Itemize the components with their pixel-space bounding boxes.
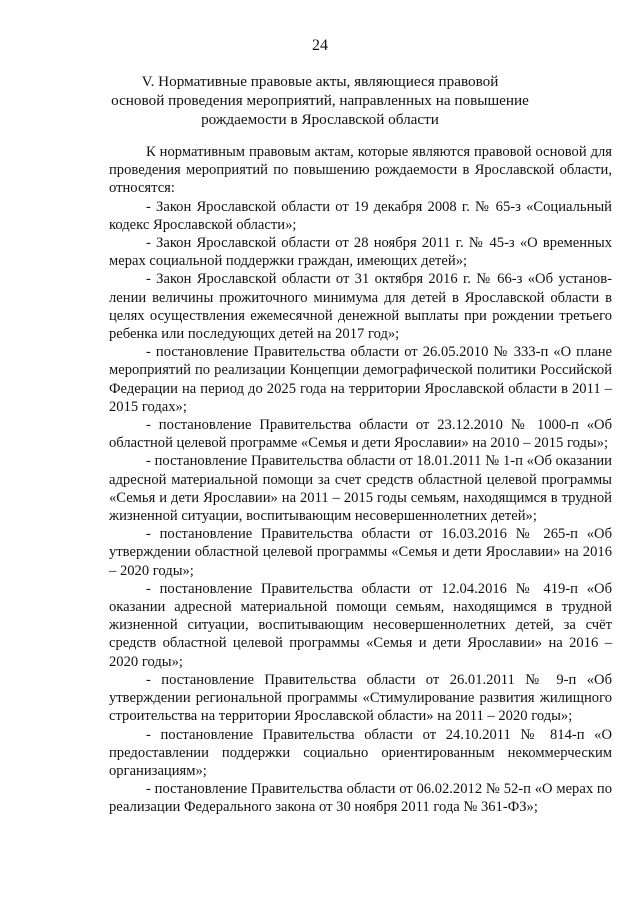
list-item: - постановление Правительства области от 18.01.2011 № 1-п «Об оказании адресной материальной помощи за счет средств областной целевой программы «Семья и дети Ярославии» на 2011 – 2015 годы семьям, находящимся в трудной жизненной ситуации, воспитывающим несовершеннолетних детей»;: [109, 453, 612, 525]
list-item: - Закон Ярославской области от 31 октября 2016 г. № 66-з «Об установлении величины прожиточного минимума для детей в Ярославской области в целях осуществления ежемесячной денежной выплаты при рождении третьего ребенка или последующих детей на 2017 год»;: [109, 271, 612, 343]
list-item: - постановление Правительства области от 26.01.2011 № 9-п «Об утверждении региональной программы «Стимулирование развития жилищного строительства на территории Ярославской области» на 2011 – 2020 годы»;: [109, 671, 612, 725]
section-heading-line: основой проведения мероприятий, направленных на повышение: [111, 92, 529, 109]
list-item: - постановление Правительства области от 23.12.2010 № 1000-п «Об областной целевой программе «Семья и дети Ярославии» на 2010 – 2015 годы»;: [109, 417, 612, 452]
list-item: - постановление Правительства области от 26.05.2010 № 333-п «О плане мероприятий по реализации Концепции демографической политики Российской Федерации на период до 2025 года на территории Ярославской области в 2011 – 2015 годах»;: [109, 344, 612, 415]
list-item: - постановление Правительства области от 06.02.2012 № 52-п «О мерах по реализации Федерального закона от 30 ноября 2011 года № 361-ФЗ»;: [109, 781, 612, 816]
body-text: [109, 143, 612, 817]
section-heading-line: V. Нормативные правовые акты, являющиеся правовой: [141, 73, 499, 90]
intro-paragraph: К нормативным правовым актам, которые являются правовой основой для проведения мероприятий по повышению рождаемости в Ярославской области, относятся:: [109, 144, 612, 197]
list-item: - Закон Ярославской области от 28 ноября 2011 г. № 45-з «О временных мерах социальной поддержки граждан, имеющих детей»;: [109, 235, 612, 270]
list-item: - постановление Правительства области от 12.04.2016 № 419-п «Об оказании адресной материальной помощи семьям, находящимся в трудной жизненной ситуации, воспитывающим несовершеннолетних детей, за счёт средств областной целевой программы «Семья и дети Ярославии» на 2016 – 2020 годы»;: [109, 580, 612, 670]
section-heading: [110, 72, 530, 129]
section-heading-line: рождаемости в Ярославской области: [201, 111, 439, 128]
list-item: - постановление Правительства области от 24.10.2011 № 814-п «О предоставлении поддержки социально ориентированным некоммерческим организациям»;: [109, 726, 612, 779]
list-item: - Закон Ярославской области от 19 декабря 2008 г. № 65-з «Социальный кодекс Ярославской области»;: [109, 198, 612, 233]
page-number: 24: [312, 37, 328, 54]
list-item: - постановление Правительства области от 16.03.2016 № 265-п «Об утверждении областной целевой программы «Семья и дети Ярославии» на 2016 – 2020 годы»;: [109, 526, 612, 579]
